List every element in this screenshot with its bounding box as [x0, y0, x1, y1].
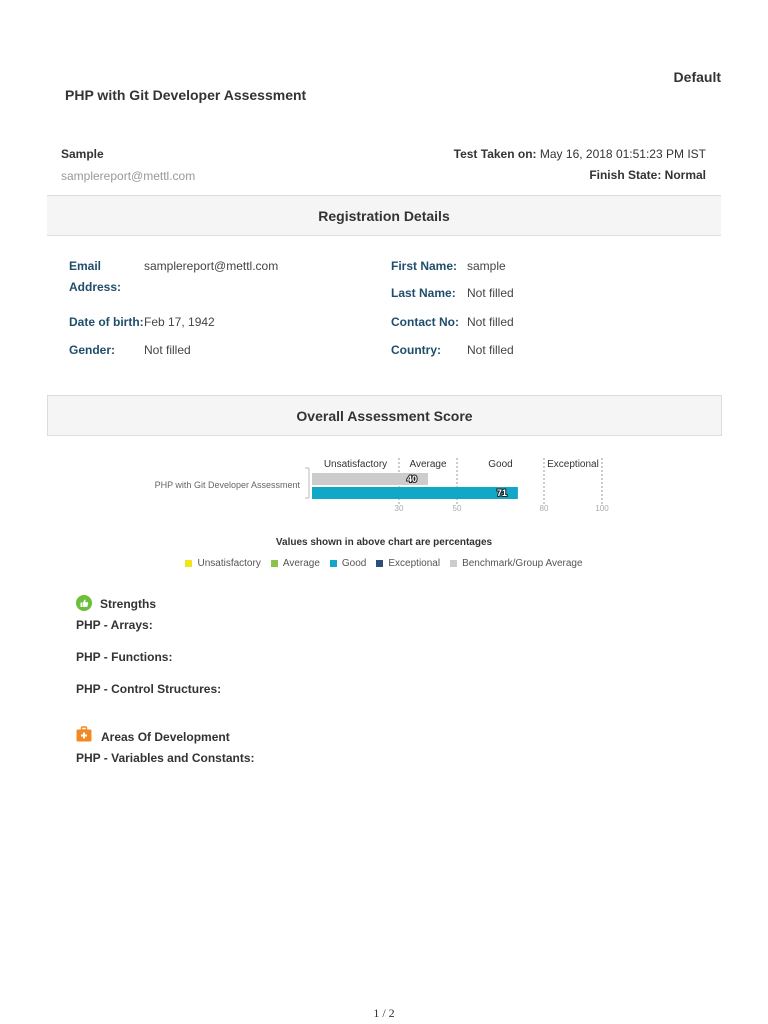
score-chart	[0, 450, 768, 525]
bar	[312, 487, 518, 499]
contact-value: Not filled	[467, 315, 514, 329]
legend-label: Average	[282, 558, 320, 569]
country-label: Country:	[391, 343, 441, 357]
page-number: 1 / 2	[373, 1006, 395, 1020]
legend-label: Benchmark/Group Average	[462, 558, 583, 569]
development-title: Areas Of Development	[101, 730, 230, 744]
first-name-label: First Name:	[391, 259, 458, 273]
finish-state: Finish State: Normal	[589, 168, 706, 182]
band-label: Good	[488, 459, 513, 470]
strengths-title: Strengths	[100, 597, 157, 611]
category-label: PHP with Git Developer Assessment	[154, 480, 300, 490]
x-tick-label: 30	[394, 504, 404, 513]
test-taken-label: Test Taken on:	[453, 147, 537, 161]
candidate-name: Sample	[61, 147, 104, 161]
test-taken-value: May 16, 2018 01:51:23 PM IST	[539, 147, 706, 161]
band-label: Average	[409, 459, 447, 470]
registration-title: Registration Details	[318, 207, 450, 224]
gender-value: Not filled	[144, 343, 191, 357]
email-value: samplereport@mettl.com	[144, 259, 279, 273]
legend-item	[185, 558, 260, 569]
test-taken	[454, 147, 706, 161]
legend-item	[450, 558, 582, 569]
last-name-value: Not filled	[467, 286, 514, 300]
legend-label: Unsatisfactory	[197, 558, 261, 569]
legend-item	[330, 558, 366, 569]
thumbs-up-icon	[76, 595, 92, 611]
legend-label: Exceptional	[388, 558, 441, 569]
x-tick-label: 50	[452, 504, 462, 513]
x-tick-label: 100	[595, 504, 609, 513]
first-name-value: sample	[467, 259, 506, 273]
legend-item	[376, 558, 440, 569]
band-label: Exceptional	[547, 459, 599, 470]
strength-item: PHP - Functions:	[76, 650, 173, 664]
legend-item	[271, 558, 320, 569]
chart-note: Values shown in above chart are percentages	[275, 537, 493, 548]
last-name-label: Last Name:	[391, 286, 456, 300]
x-tick-label: 80	[539, 504, 549, 513]
strength-item: PHP - Arrays:	[76, 618, 153, 632]
dob-value: Feb 17, 1942	[144, 315, 215, 329]
legend-swatch	[185, 560, 192, 567]
bar-value-label: 40	[406, 474, 418, 484]
medical-kit-icon	[76, 726, 92, 742]
contact-label: Contact No:	[391, 315, 459, 329]
email-label: Email	[69, 259, 102, 273]
category-bracket	[305, 468, 309, 498]
band-label: Unsatisfactory	[323, 459, 388, 470]
country-value: Not filled	[467, 343, 514, 357]
score-section-header	[47, 395, 722, 436]
strength-item: PHP - Control Structures:	[76, 682, 222, 696]
legend-swatch	[450, 560, 457, 567]
development-item: PHP - Variables and Constants:	[76, 751, 255, 765]
legend-label: Good	[341, 558, 367, 569]
legend-swatch	[271, 560, 278, 567]
score-title: Overall Assessment Score	[296, 407, 473, 424]
dob-label: Date of birth:	[69, 315, 144, 329]
registration-section-header	[47, 195, 721, 236]
legend-swatch	[330, 560, 337, 567]
legend-swatch	[376, 560, 383, 567]
email-label-2: Address:	[69, 280, 122, 294]
candidate-email: samplereport@mettl.com	[61, 169, 196, 183]
report-type-label: Default	[673, 69, 721, 85]
page-title: PHP with Git Developer Assessment	[65, 87, 307, 103]
bar-value-label: 71	[496, 488, 507, 498]
gender-label: Gender:	[69, 343, 116, 357]
chart-legend	[0, 558, 768, 569]
